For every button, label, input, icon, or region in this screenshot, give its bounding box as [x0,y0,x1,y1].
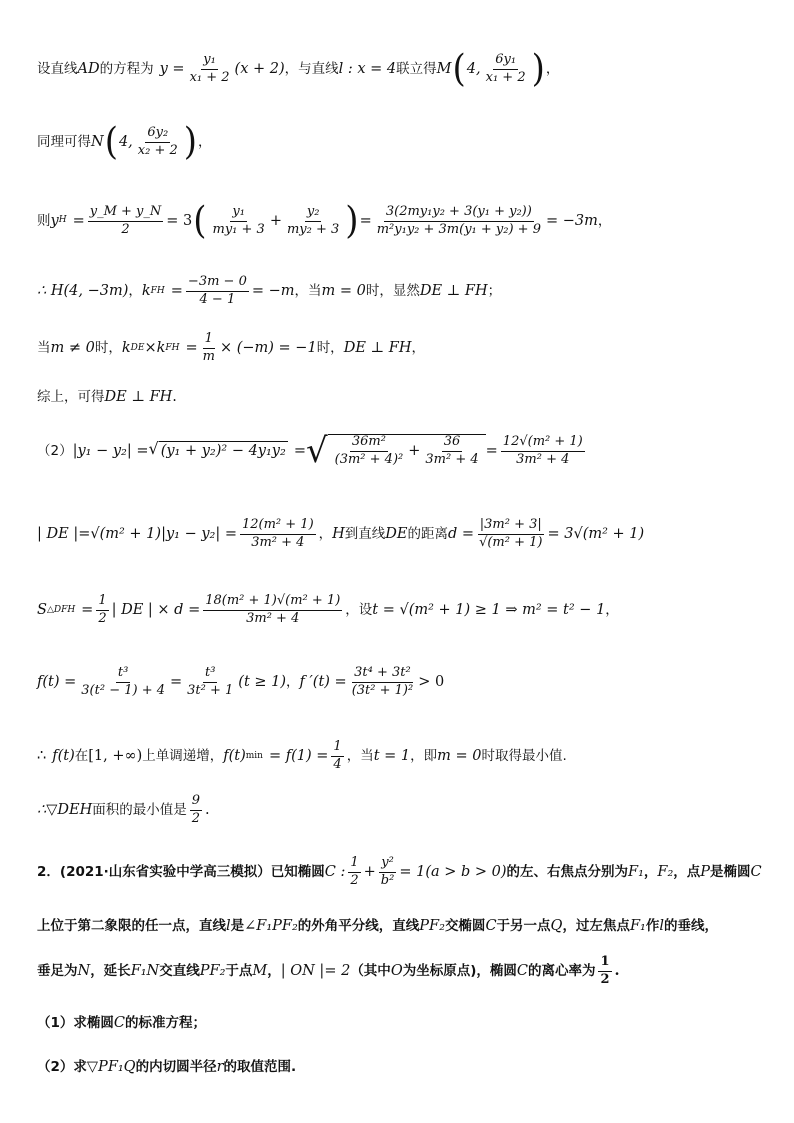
math: S [37,602,47,619]
text: （2） [37,442,73,459]
math: + [269,212,282,229]
math: ∠F₁PF₂ [244,918,298,934]
problem-text: ，过左焦点 [562,917,630,934]
fraction: $\frac{1}{2}$ [350,855,359,888]
solution-line-10 [37,666,774,699]
solution-line-6 [37,388,774,406]
math: M [436,60,452,77]
text: 在 [74,748,89,764]
fraction: $\frac{\text{y²}}{\text{b²}}$ [380,855,395,888]
fraction: $\frac{\text{6y₁}}{\text{x₁ + 2}}$ [485,51,526,85]
math: 4, [118,133,133,150]
math: = [485,442,498,459]
solution-line-2: 同理可得 N ( 4, $\frac{\text{6y₂}}{\text{x₂ + 2}}$ ) ， [37,120,212,164]
fraction: $\frac{\text{y₁}}{\text{x₁ + 2}}$ [189,51,230,85]
fraction: $\frac{\text{y₂}}{\text{my₂ + 3}}$ [286,203,340,237]
math: = [185,340,198,357]
math: M [252,963,268,980]
math: y [50,212,59,229]
problem-text: ，延长 [90,963,131,979]
solution-line-5 [37,332,774,365]
solution-line-1: 设直线 AD 的方程为 y = $\frac{\text{y₁}}{\text{x₁ + 2}}$ (x + 2) ，与直线 l : x = 4 联立得 M ( 4, $\frac{\text{6y₁}}{\text{x₁ + 2}}$ ) ， [37,47,560,91]
problem-text: ， [267,963,281,979]
text: ， [597,212,612,229]
problem-text: 是椭圆 [710,864,751,880]
fraction: $\frac{9}{2}$ [191,793,201,826]
text: ，设 [345,602,373,618]
problem-line-2 [37,917,774,935]
text: 时， [94,340,122,356]
math: DE [130,342,145,353]
math: d = [448,526,475,543]
problem-text: ， [643,864,658,880]
fraction: $\frac{1}{m}$ [202,331,215,364]
question-2 [37,1058,774,1076]
problem-text: 交直线 [159,963,200,979]
question-text: 的取值范围. [223,1058,297,1075]
math: | DE |= [37,526,91,543]
math: × (−m) = −1 [219,340,317,357]
problem-line-3 [37,955,774,988]
math: F₂ [657,864,674,881]
math: = [293,442,306,459]
text: 设直线 [37,60,78,77]
math: P [700,864,711,881]
text: ， [545,60,560,77]
math: m = 0 [437,748,482,765]
fraction: $\frac{1}{2}$ [600,954,610,987]
text: 综上，可得 [37,388,105,405]
fraction: $\frac{\text{6y₂}}{\text{x₂ + 2}}$ [137,124,178,158]
math: C [516,963,528,980]
math: √(m² + 1) [90,526,162,543]
text: ， [198,133,212,150]
math: △DFH [46,604,76,615]
fraction: $\frac{\text{t³}}{\text{3(t² − 1) + 4}}$ [81,665,165,698]
math: |y₁ − y₂| = [72,442,149,459]
math: DE [385,526,408,543]
math: (t ≥ 1) [238,674,287,691]
problem-text: 的垂线， [663,917,718,934]
text: ， [318,526,333,542]
problem-text: 作 [645,917,660,934]
math: DE ⊥ FH [104,389,173,405]
math: = 3√(m² + 1) [547,526,645,543]
text: ， [128,283,142,299]
math: Q [550,918,563,934]
text: 时，显然 [365,283,420,299]
math: t = √(m² + 1) ≥ 1 ⇒ m² = t² − 1 [372,602,606,619]
fraction: $\frac{\text{|3m² + 3|}}{\text{√(m² + 1)}}$ [479,517,543,550]
math: F₁N [130,963,160,980]
math: = [170,283,183,300]
fraction: $\frac{y\_M + y\_N}{2}$ [89,203,162,237]
text: 当 [37,340,51,356]
text: 则 [37,212,51,229]
text: 的距离 [407,526,449,542]
math: C [750,864,762,881]
question-text: 的内切圆半径 [135,1058,217,1075]
solution-line-9 [37,594,774,627]
problem-text: 垂足为 [37,963,78,979]
question-1 [37,1014,774,1032]
math: l [659,918,664,934]
math: C : [324,864,346,881]
math: 4, [466,60,481,77]
sqrt: √ (y₁ + y₂)² − 4y₁y₂ [148,439,286,460]
math: f(t) = [37,674,77,691]
problem-text: . [614,962,620,980]
problem-text: 的左、右焦点分别为 [506,864,629,880]
problem-text: 是 [230,917,245,934]
problem-line-1 [37,856,774,889]
math: t = 1 [373,748,411,765]
math: F₁ [628,864,644,881]
text: ； [487,283,502,299]
problem-text: 的离心率为 [527,963,596,979]
fraction: $\frac{1}{4}$ [333,739,342,772]
math: l : x = 4 [338,60,397,77]
math: k [141,283,151,300]
math: + [363,864,376,881]
problem-text: 于点 [225,963,253,979]
text: . [205,802,210,819]
math: (x + 2) [234,60,285,77]
text: ， [411,340,425,356]
math: = −3m [545,212,598,229]
problem-text: 于另一点 [496,917,551,934]
math: l [226,918,231,934]
fraction: $\frac{\text{t³}}{\text{3t² + 1}}$ [187,665,234,698]
math: N [91,133,104,150]
solution-line-11 [37,740,774,773]
math: = f(1) = [268,748,329,765]
math: r [216,1059,224,1075]
question-text: （2）求 [37,1058,87,1075]
fraction: $\frac{\text{y₁}}{\text{my₁ + 3}}$ [212,203,265,237]
math: C [113,1015,126,1031]
text: 上单调递增， [142,748,224,764]
math: DE ⊥ FH [343,340,412,357]
text: ，当 [346,748,374,764]
question-text: （1）求椭圆 [37,1014,114,1031]
math: f ′(t) = [299,674,347,691]
math: H [332,526,345,543]
solution-line-7 [37,431,774,471]
text: ， [605,602,619,618]
math: O [390,963,403,980]
math: ▽PF₁Q [86,1059,136,1075]
math: k [156,340,166,357]
text: 同理可得 [37,133,91,150]
math: PF₂ [419,918,445,934]
math: f(t) [52,748,75,765]
math: k [121,340,131,357]
math: | ON |= 2 [280,963,351,980]
math: [1, +∞) [88,748,143,765]
math: DE ⊥ FH [419,283,488,300]
math: ∴ H(4, −3m) [37,283,129,300]
text: ，与直线 [284,60,339,77]
text: 时， [316,340,344,356]
math: = −m [251,283,295,300]
text: . [172,389,177,405]
math: m ≠ 0 [50,340,95,357]
fraction: $\frac{\text{3t⁴ + 3t²}}{\text{(3t² + 1)²}}$ [351,665,414,698]
sqrt: √ $\frac{\text{36m²}}{\text{(3m² + 4)²}}$ + $\frac{36}{\text{3m² + 4}}$ [306,434,486,468]
solution-line-4 [37,275,774,308]
text: ， [286,674,300,690]
problem-text: 上位于第二象限的任一点，直线 [37,917,226,934]
math: ∴ [37,748,47,765]
math: = 3 [166,212,193,229]
question-text: 的标准方程； [125,1014,207,1031]
solution-line-12 [37,794,774,827]
math: FH [165,342,180,353]
math: × [144,340,157,357]
math: AD [77,60,100,77]
solution-line-8 [37,518,774,551]
text: 的方程为 [99,60,154,77]
problem-text: （其中 [350,963,391,979]
math: m = 0 [321,283,366,300]
math: min [245,750,263,761]
math: = [359,212,372,229]
problem-text: 交椭圆 [444,917,486,934]
math: f(t) [223,748,246,765]
text: 到直线 [344,526,386,542]
math: y = [159,60,185,77]
math: > 0 [418,674,445,691]
math: FH [150,285,165,296]
problem-text: ，点 [673,864,701,880]
fraction: $\frac{1}{2}$ [98,593,107,626]
text: 面积的最小值是 [92,802,187,818]
fraction: $\frac{\text{12(m² + 1)}}{\text{3m² + 4}}$ [241,517,314,550]
problem-text: 的外角平分线，直线 [297,917,420,934]
math: F₁ [629,918,646,934]
fraction: $\frac{\text{12√(m² + 1)}}{\text{3m² + 4}}$ [502,433,583,467]
text: ，当 [294,283,322,299]
math: = [81,602,94,619]
math: H [58,215,67,226]
fraction: $\frac{-3m - 0}{4 - 1}$ [187,274,247,307]
math: | DE | × d = [111,602,201,619]
fraction: $\frac{\text{18(m² + 1)√(m² + 1)}}{\text{3m² + 4}}$ [205,593,341,626]
text: ，即 [410,748,438,764]
solution-line-3: 则 y H = $\frac{y\_M + y\_N}{2}$ = 3 ( $\frac{\text{y₁}}{\text{my₁ + 3}}$ + $\frac{\text{y₂}}{\text{my₂ + 3}}$ ) = $\frac{\text{3(2my₁y₂ + 3(y₁ + y₂))}}{\text{m²y₁y₂ + 3m(y₁ + y₂) + 9}}$ = −3m ， [37,199,612,243]
math: |y₁ − y₂| = [161,526,237,543]
problem-text: 为坐标原点)，椭圆 [402,963,517,979]
text: 联立得 [396,60,437,77]
problem-text: 2．(2021·山东省实验中学高三模拟）已知椭圆 [37,864,325,880]
math: = 1(a > b > 0) [399,864,507,881]
math: = [170,674,183,691]
text: 时取得最小值. [481,748,567,764]
math: ∴▽DEH [37,802,93,819]
math: = [72,212,85,229]
math: C [485,918,497,934]
math: N [77,963,91,980]
math: PF₂ [199,963,226,980]
fraction: $\frac{\text{3(2my₁y₂ + 3(y₁ + y₂))}}{\text{m²y₁y₂ + 3m(y₁ + y₂) + 9}}$ [376,203,541,237]
